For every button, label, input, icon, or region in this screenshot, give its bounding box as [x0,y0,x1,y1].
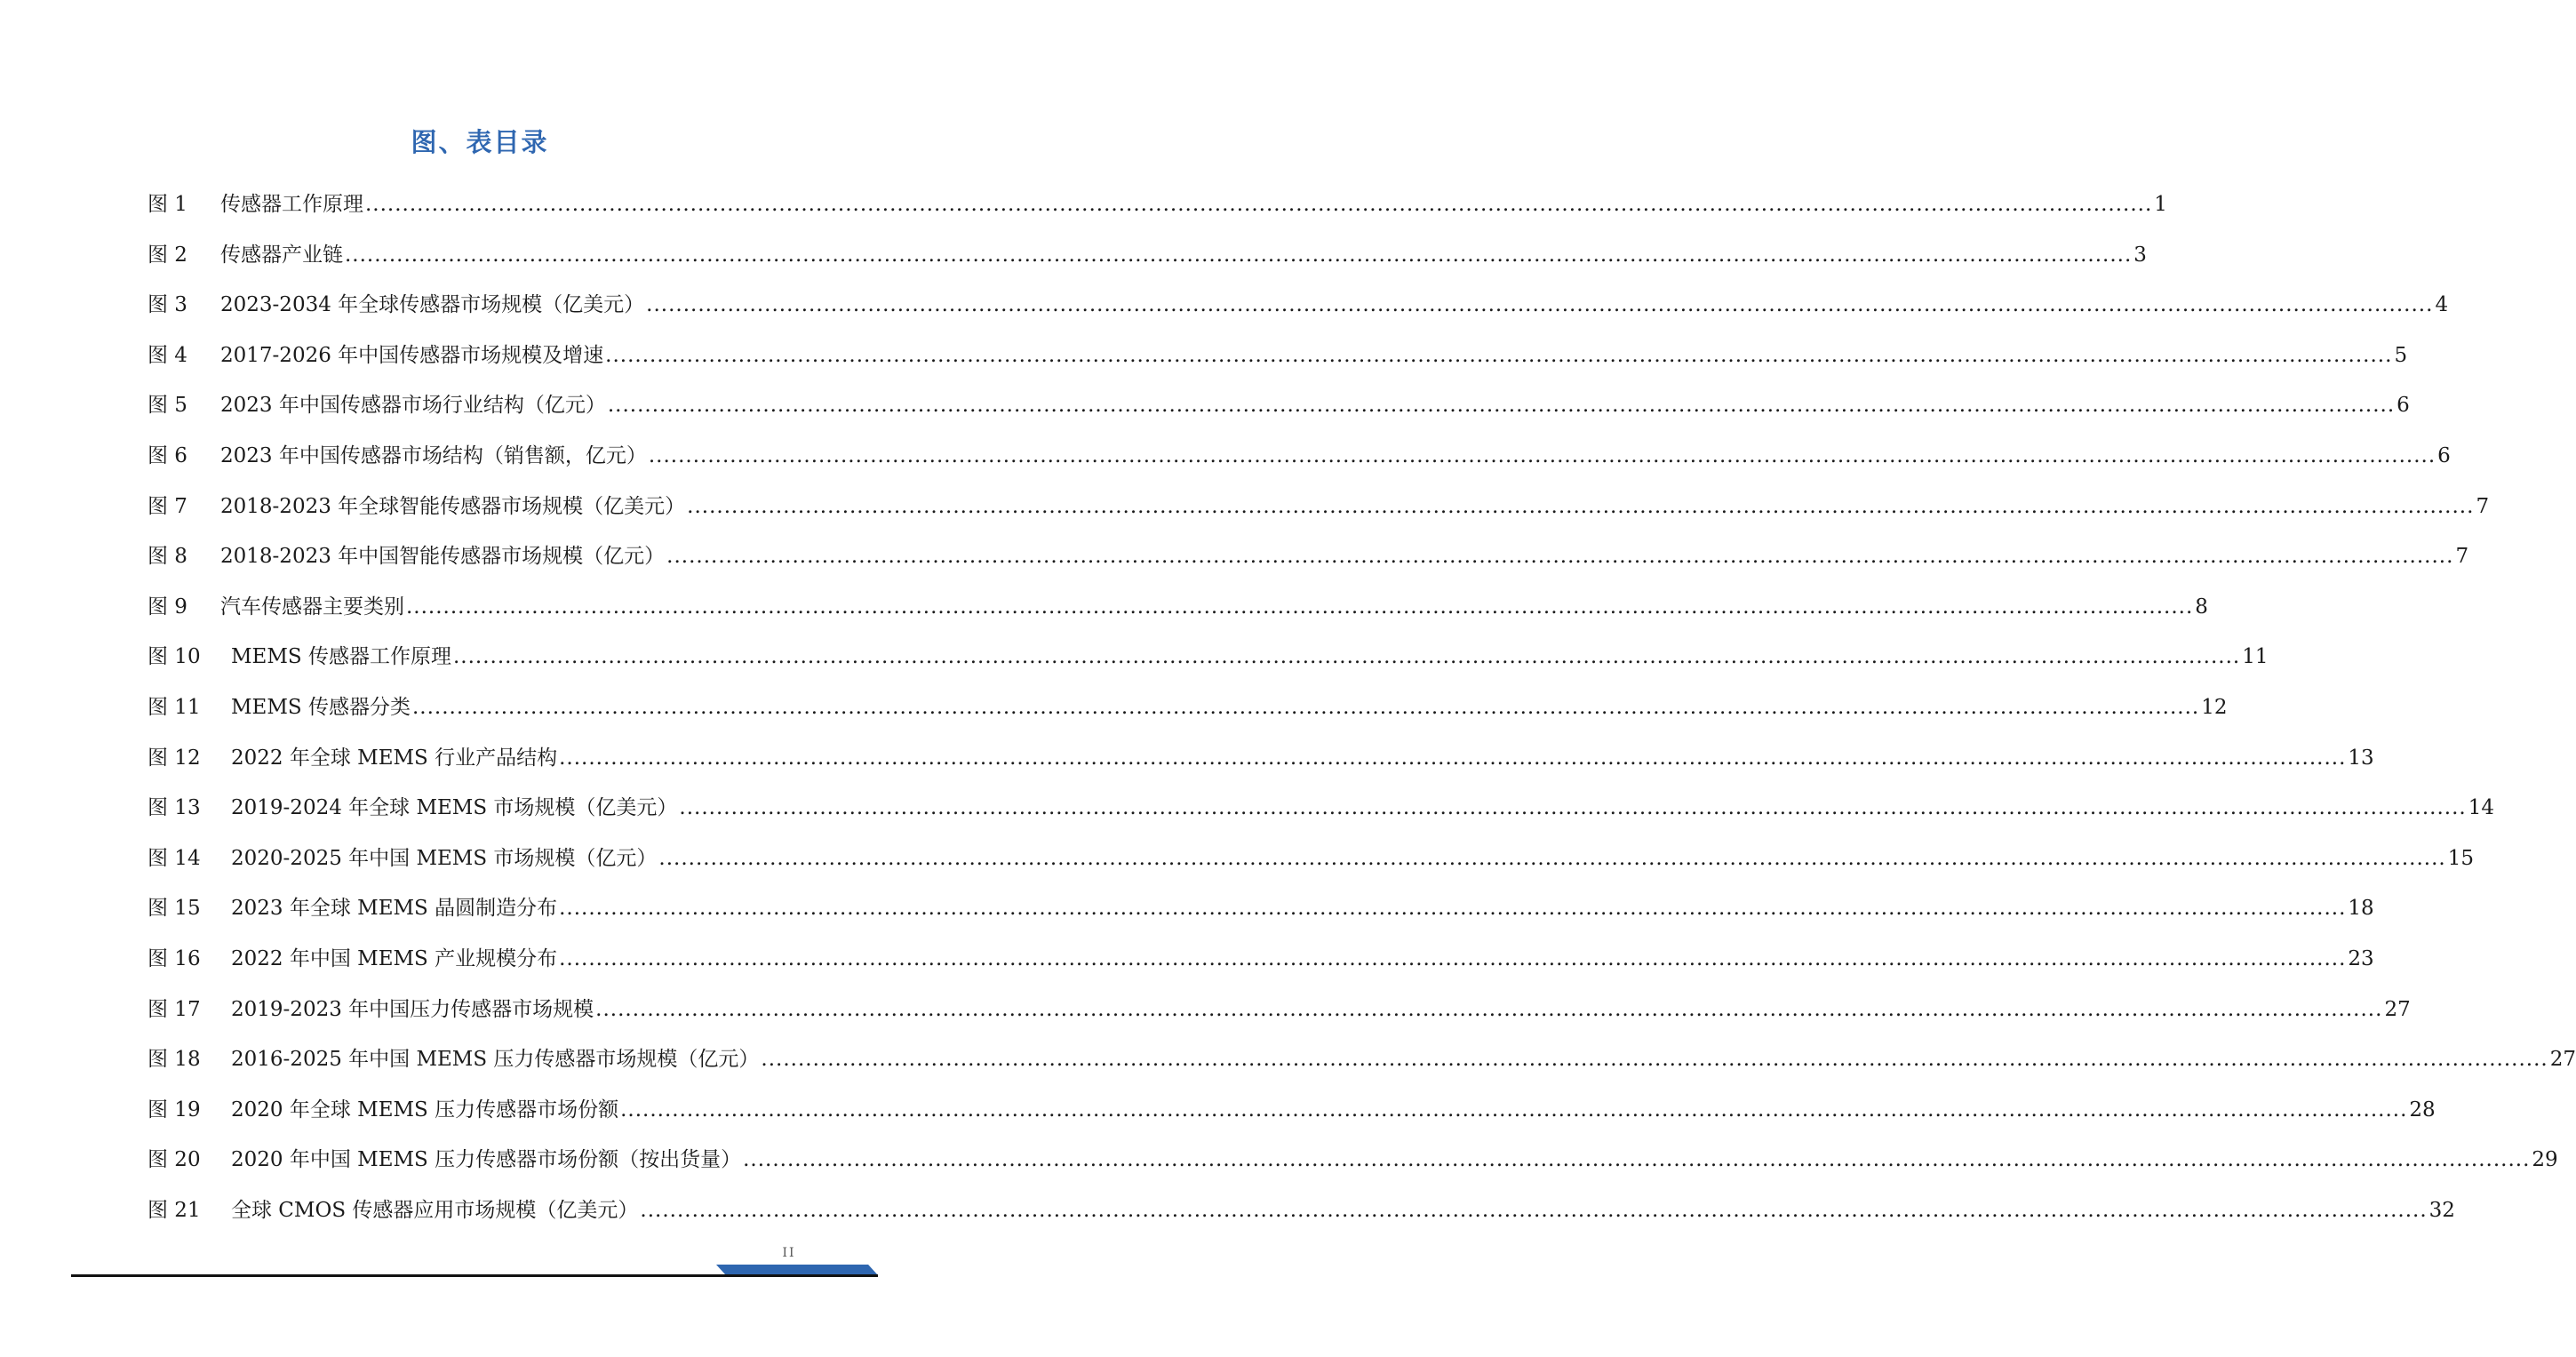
toc-dot-leader: .................................................................................................................................................................................................................................................. [452,645,2241,669]
toc-entry-label: 图 10 [148,645,201,669]
toc-entry-page: 7 [2476,494,2490,518]
toc-dot-leader: .................................................................................................................................................................................................................................................. [365,193,2153,216]
toc-entry-label: 图 5 [148,394,187,418]
toc-entry-title: 2020-2025 年中国 MEMS 市场规模（亿元） [231,846,658,870]
toc-dot-leader: .................................................................................................................................................................................................................................................. [559,946,2347,970]
toc-dot-leader: .................................................................................................................................................................................................................................................. [595,997,2383,1021]
toc-entry-title: 传感器产业链 [220,243,343,267]
toc-entry-label: 图 11 [148,695,201,719]
toc-entry-title: MEMS 传感器分类 [231,695,411,719]
toc-entry[interactable] [148,586,2208,636]
toc-entry-page: 18 [2348,897,2374,921]
toc-entry-page: 8 [2195,595,2208,619]
toc-dot-leader: .................................................................................................................................................................................................................................................. [605,343,2393,367]
toc-entry-page: 6 [2397,394,2410,418]
toc-entry-page: 3 [2133,243,2147,267]
toc-entry-label: 图 9 [148,595,187,619]
toc-entry[interactable] [148,384,2410,435]
toc-entry-title: 2019-2024 年全球 MEMS 市场规模（亿美元） [231,796,678,820]
toc-entry-label: 图 2 [148,243,187,267]
toc-entry-title: 2017-2026 年中国传感器市场规模及增速 [220,343,604,367]
toc-entry[interactable] [148,786,2494,837]
toc-entry[interactable] [148,938,2374,988]
toc-entry-page: 15 [2447,846,2474,870]
toc-dot-leader: .................................................................................................................................................................................................................................................. [620,1098,2408,1122]
toc-dot-leader: .................................................................................................................................................................................................................................................. [559,897,2347,921]
toc-entry[interactable] [148,435,2451,485]
toc-entry-title: 2020 年中国 MEMS 压力传感器市场份额（按出货量） [231,1148,742,1172]
toc-entry-title: MEMS 传感器工作原理 [231,645,451,669]
toc-entry[interactable] [148,283,2449,334]
toc-entry-label: 图 19 [148,1098,201,1122]
footer-page-number: II [782,1246,796,1260]
toc-entry[interactable] [148,988,2411,1039]
toc-entry-page: 11 [2242,645,2269,669]
toc-entry-page: 13 [2348,746,2374,770]
toc-entry-label: 图 17 [148,997,201,1021]
toc-entry[interactable] [148,1038,2576,1089]
toc-entry[interactable] [148,183,2167,234]
toc-entry-label: 图 3 [148,293,187,317]
footer-rule [71,1274,878,1277]
toc-entry-page: 1 [2154,193,2167,216]
toc-entry-title: 汽车传感器主要类别 [220,595,404,619]
toc-entry-label: 图 12 [148,746,201,770]
toc-entry-label: 图 6 [148,443,187,467]
toc-entry-title: 2023 年全球 MEMS 晶圆制造分布 [231,897,558,921]
toc-entry-title: 传感器工作原理 [220,193,363,216]
toc-entry-title: 2023-2034 年全球传感器市场规模（亿美元） [220,293,645,317]
toc-entry-page: 29 [2532,1148,2558,1172]
toc-dot-leader: .................................................................................................................................................................................................................................................. [658,846,2446,870]
toc-entry-page: 23 [2348,946,2374,970]
toc-entry-title: 2018-2023 年中国智能传感器市场规模（亿元） [220,545,666,569]
toc-entry-page: 7 [2455,545,2469,569]
toc-entry-label: 图 16 [148,946,201,970]
toc-entry[interactable] [148,635,2269,686]
toc-entry-page: 27 [2384,997,2411,1021]
toc-entry-label: 图 1 [148,193,187,216]
toc-entry[interactable] [148,485,2490,536]
toc-entry-page: 27 [2549,1048,2576,1072]
toc-entry-title: 全球 CMOS 传感器应用市场规模（亿美元） [231,1198,639,1222]
toc-entry[interactable] [148,334,2408,385]
toc-dot-leader: .................................................................................................................................................................................................................................................. [640,1198,2428,1222]
toc-entry[interactable] [148,686,2228,737]
toc-entry-title: 2019-2023 年中国压力传感器市场规模 [231,997,594,1021]
figure-table-of-contents [148,183,2576,1239]
toc-entry-label: 图 21 [148,1198,201,1222]
toc-entry-label: 图 14 [148,846,201,870]
toc-entry-page: 4 [2435,293,2449,317]
toc-dot-leader: .................................................................................................................................................................................................................................................. [411,695,2200,719]
toc-entry-title: 2022 年中国 MEMS 产业规模分布 [231,946,558,970]
toc-entry-label: 图 4 [148,343,187,367]
toc-entry-title: 2018-2023 年全球智能传感器市场规模（亿美元） [220,494,686,518]
toc-dot-leader: .................................................................................................................................................................................................................................................. [743,1148,2531,1172]
toc-entry-title: 2016-2025 年中国 MEMS 压力传感器市场规模（亿元） [231,1048,760,1072]
toc-dot-leader: .................................................................................................................................................................................................................................................. [406,595,2194,619]
toc-dot-leader: .................................................................................................................................................................................................................................................. [687,494,2475,518]
toc-entry-title: 2022 年全球 MEMS 行业产品结构 [231,746,558,770]
toc-dot-leader: .................................................................................................................................................................................................................................................. [666,545,2454,569]
toc-entry-label: 图 8 [148,545,187,569]
toc-entry[interactable] [148,1089,2436,1139]
toc-dot-leader: .................................................................................................................................................................................................................................................. [559,746,2347,770]
toc-entry[interactable] [148,737,2374,787]
toc-entry-label: 图 20 [148,1148,201,1172]
toc-entry-page: 5 [2394,343,2408,367]
toc-dot-leader: .................................................................................................................................................................................................................................................. [648,443,2436,467]
toc-dot-leader: .................................................................................................................................................................................................................................................. [761,1048,2548,1072]
toc-entry-label: 图 15 [148,897,201,921]
toc-dot-leader: .................................................................................................................................................................................................................................................. [646,293,2434,317]
toc-entry-page: 14 [2468,796,2494,820]
toc-entry-title: 2023 年中国传感器市场结构（销售额，亿元） [220,443,647,467]
toc-entry[interactable] [148,1189,2455,1240]
toc-entry-page: 6 [2437,443,2451,467]
page-title: 图、表目录 [411,127,549,157]
toc-entry-page: 12 [2201,695,2228,719]
toc-entry[interactable] [148,837,2474,888]
toc-entry-label: 图 7 [148,494,187,518]
toc-entry-label: 图 13 [148,796,201,820]
toc-entry-page: 28 [2409,1098,2436,1122]
toc-entry-title: 2020 年全球 MEMS 压力传感器市场份额 [231,1098,619,1122]
toc-entry-page: 32 [2428,1198,2455,1222]
toc-entry-title: 2023 年中国传感器市场行业结构（亿元） [220,394,606,418]
toc-entry[interactable] [148,1138,2558,1189]
toc-entry[interactable] [148,234,2147,284]
toc-entry[interactable] [148,887,2374,938]
toc-dot-leader: .................................................................................................................................................................................................................................................. [679,796,2467,820]
toc-entry-label: 图 18 [148,1048,201,1072]
toc-dot-leader: .................................................................................................................................................................................................................................................. [345,243,2133,267]
toc-entry[interactable] [148,535,2469,586]
toc-dot-leader: .................................................................................................................................................................................................................................................. [607,394,2396,418]
